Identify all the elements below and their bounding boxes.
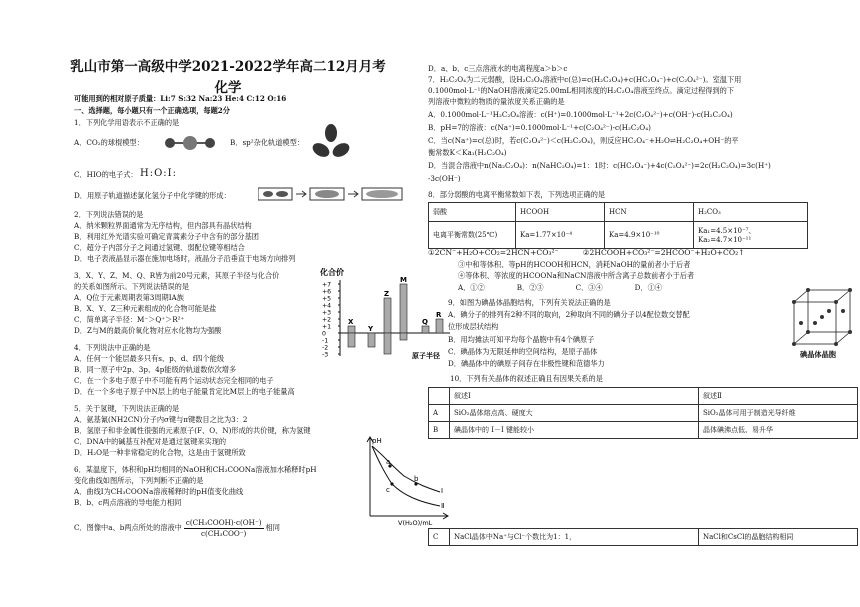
chart3-tick-label: -1 [322, 337, 329, 345]
chart3-bar-neg [368, 333, 375, 347]
table-cell: 晶体碘沸点低、易升华 [699, 422, 858, 439]
q7-stem-1: 7．H₂C₂O₄为二元弱酸，设H₂C₂O₄溶液中c(总)=c(H₂C₂O₄)+c(HC₂O₄⁻)+c(C₂O₄²⁻)。室温下用 [428, 75, 742, 84]
table-cell: NaCl和CsCl的晶胞结构相同 [699, 529, 858, 546]
q4-option-a: A．任何一个能层最多只有s、p、d、f四个能级 [74, 354, 225, 363]
q6-fraction-denominator: c(CH₃COO⁻) [201, 528, 247, 538]
q4-stem: 4．下列说法中正确的是 [74, 343, 151, 352]
q6-option-c-tail: 相同 [265, 523, 280, 533]
table-cell: 弱酸 [429, 203, 516, 222]
chart3-bar-neg [384, 333, 391, 354]
table-row [429, 405, 858, 422]
chart3-bar-pos [436, 319, 443, 333]
table-cell: 叙述Ⅰ [450, 388, 699, 405]
q9-stem: 9．如图为碘晶体晶胞结构，下列有关说法正确的是 [448, 298, 611, 307]
point-b: b [414, 475, 419, 483]
table-cell: C [429, 529, 450, 546]
table-row [429, 529, 858, 546]
curve-I-label: Ⅰ [441, 487, 444, 495]
chart3-tick-label: 0 [322, 330, 326, 338]
q1-option-b: B．sp²杂化轨道模型： [230, 138, 304, 147]
chart3-bar-pos [422, 326, 429, 333]
section-heading: 一、选择题，每小题只有一个正确选项，每题2分 [74, 106, 230, 115]
crystal-statements-table [428, 387, 858, 439]
q6-option-b: B．b、c两点溶液的导电能力相同 [74, 498, 182, 507]
q4-option-b: B．同一原子中2p、3p、4p能级的轨道数依次增多 [74, 365, 237, 374]
table-cell: HCOOH [516, 203, 605, 222]
q5-option-d: D．H₂O是一种非常稳定的化合物，这是由于氢键所致 [74, 448, 246, 457]
chart6-xlabel: V(H₂O)/mL [398, 519, 433, 527]
table-header-row [429, 388, 858, 405]
table-cell [429, 388, 450, 405]
q6-stem-1: 6．某温度下，体积和pH均相同的NaOH和CH₃COONa溶液加水稀释时pH [74, 465, 317, 474]
q8-stem: 8．部分弱酸的电离平衡常数如下表，下列选项正确的是 [428, 190, 606, 199]
chart3-bar-neg [400, 333, 407, 340]
chart3-ylabel: 化合价 [320, 268, 344, 277]
page-subtitle: 化学 [214, 80, 242, 96]
q7-stem-2: 0.1000mol·L⁻¹的NaOH溶液滴定25.00mL相同浓度的H₂C₂O₄溶液至终点。滴定过程得到的下 [428, 86, 735, 95]
q7-option-a: A．0.1000mol·L⁻¹H₂C₂O₄溶液：c(H⁺)=0.1000mol·L⁻¹+2c(C₂O₄²⁻)+c(OH⁻)-c(H₂C₂O₄) [428, 110, 733, 119]
chart3-bar-label: X [348, 318, 354, 326]
crystal-statements-table-continued [428, 528, 858, 546]
q6-option-c [74, 518, 280, 538]
q6-option-a: A．曲线Ⅰ为CH₃COONa溶液稀释时的pH值变化曲线 [74, 487, 244, 496]
chart3-tick-label: +5 [322, 295, 332, 303]
q5-option-a: A．氨基氰(NH2CN)分子内σ键与π键数目之比为3：2 [74, 415, 248, 424]
valence-radius-chart [318, 266, 453, 376]
curve-II-label: Ⅱ [441, 502, 445, 510]
table-cell: Ka=1.77×10⁻⁴ [516, 222, 605, 249]
q1-option-a: A．CO₂的球棍模型： [74, 138, 144, 147]
q9-option-b: B．用均摊法可知平均每个晶胞中有4个碘原子 [448, 335, 595, 344]
q7-option-c-1: C．当c(Na⁺)=c(总)时，若c(C₂O₄²⁻)＜c(H₂C₂O₄)，则反应HC₂O₄⁻+H₂O⇌H₂C₂O₄+OH⁻的平 [428, 136, 739, 145]
chart3-bar-pos [348, 326, 355, 333]
q3-option-a: A．Q位于元素周期表第3周期ⅠA族 [74, 293, 184, 302]
chart6-ylabel: pH [372, 437, 382, 445]
q10-stem: 10．下列有关晶体的叙述正确且有因果关系的是 [450, 374, 603, 383]
chart3-xlabel: 原子半径 [412, 352, 440, 360]
chart3-tick-label: -3 [322, 351, 329, 359]
q3-stem-1: 3．X、Y、Z、M、Q、R皆为前20号元素，其原子半径与化合价 [74, 271, 280, 280]
q5-option-c: C．DNA中的碱基互补配对是通过氢键来实现的 [74, 437, 227, 446]
chart3-bar-label: M [400, 276, 407, 284]
q5-stem: 5．关于氢键，下列说法正确的是 [74, 404, 180, 413]
q5-option-b: B．氢原子和非金属性很强的元素原子(F、O、N)形成的共价键，称为氢键 [74, 426, 311, 435]
table-cell: Ka=4.9×10⁻¹⁰ [605, 222, 694, 249]
q9-option-d: D．碘晶体中的碘原子间存在非极性键和范德华力 [448, 359, 605, 368]
chart3-tick-label: -2 [322, 344, 329, 352]
table-cell: SiO₂晶体熔点高、硬度大 [450, 405, 699, 422]
chart3-bar-pos [384, 298, 391, 333]
q3-stem-2: 的关系如图所示。下列说法错误的是 [74, 282, 190, 291]
chart3-bar-neg [348, 333, 355, 347]
table-cell: 碘晶体中的 I－I 键能较小 [450, 422, 699, 439]
table-cell: B [429, 422, 450, 439]
table-header-row [429, 203, 808, 222]
table-cell: 电离平衡常数(25℃) [429, 222, 516, 249]
chart3-bar-label: Q [422, 318, 428, 326]
q6-fraction-numerator: c(CH₃COOH)·c(OH⁻) [185, 518, 262, 527]
q1-stem: 1．下列化学用语表示不正确的是 [74, 118, 180, 127]
q8-statement-4: ④等体积、等浓度的HCOONa和NaCN溶液中所含离子总数前者小于后者 [458, 271, 695, 280]
q6-stem-2: 变化曲线如图所示，下列判断不正确的是 [74, 476, 204, 485]
page-title: 乳山市第一高级中学2021-2022学年高二12月月考 [70, 59, 386, 75]
table-cell: NaCl晶体中Na⁺与Cl⁻个数比为1：1， [450, 529, 699, 546]
q6-option-d: D．a、b、c三点溶液水的电离程度a＞b＞c [428, 64, 568, 73]
table-row [429, 422, 858, 439]
acid-constants-table [428, 202, 808, 249]
q4-option-c: C．在一个多电子原子中不可能有两个运动状态完全相同的电子 [74, 376, 274, 385]
chart3-bar-label: Y [368, 325, 374, 333]
hio-electron-formula: H:O:I: [140, 168, 177, 179]
table-cell: HCN [605, 203, 694, 222]
chart3-tick-label: +7 [322, 281, 332, 289]
atomic-masses: 可能用到的相对原子质量：Li:7 S:32 Na:23 He:4 C:12 O:16 [74, 94, 287, 103]
chart3-bar-pos [400, 284, 407, 333]
q3-option-c: C．简单离子半径：M⁻＞Q⁺＞R²⁺ [74, 315, 185, 324]
q7-option-b: B．pH=7的溶液：c(Na⁺)=0.1000mol·L⁻¹+c(C₂O₄²⁻)-c(H₂C₂O₄) [428, 123, 651, 132]
q9-option-c: C．碘晶体为无限延伸的空间结构，是原子晶体 [448, 347, 598, 356]
point-a: a [386, 458, 391, 466]
q1-option-d: D．用原子轨道描述氯化氢分子中化学键的形成： [74, 191, 231, 200]
q9-option-a-2: 位形成层状结构 [448, 322, 499, 331]
q8-statement-1: ①2CN⁻+H₂O+CO₂=2HCN+CO₃²⁻ ②2HCOOH+CO₃²⁻=2HCOO⁻+H₂O+CO₂↑ [428, 248, 745, 257]
q2-option-b: B．利用红外光谱实验可确定青蒿素分子中含有的部分基团 [74, 232, 259, 241]
chart3-tick-label: +2 [322, 316, 332, 324]
sp2-orbital-icon [312, 124, 350, 162]
unit-cell-caption: 碘晶体晶胞 [800, 350, 836, 359]
curve-I [372, 446, 440, 492]
point-c: c [386, 486, 390, 494]
q2-option-a: A．纳米颗粒界面通常为无序结构，但内部具有晶状结构 [74, 221, 252, 230]
q2-option-c: C．超分子内部分子之间通过氢键、弱配位键等相结合 [74, 243, 245, 252]
q7-option-d-1: D．当混合溶液中n(Na₂C₂O₄)：n(NaHC₂O₄)=1：1时：c(HC₂O₄⁻)+4c(C₂O₄²⁻)=2c(H₂C₂O₄)=3c(H⁺) [428, 161, 771, 170]
q3-option-b: B．X、Y、Z三种元素组成的化合物可能是盐 [74, 304, 217, 313]
q8-statement-3: ③中和等体积、等pH的HCOOH和HCN，消耗NaOH的量前者小于后者 [458, 260, 691, 269]
chart3-bar-label: R [436, 311, 442, 319]
table-row [429, 222, 808, 249]
q7-option-d-2: -3c(OH⁻) [428, 174, 461, 183]
table-cell: H₂CO₃ [694, 203, 808, 222]
q2-stem: 2．下列说法错误的是 [74, 210, 144, 219]
q8-options: A．①② B．②③ C．③④ D．①④ [458, 283, 662, 292]
q2-option-d: D．电子表液晶显示器在施加电场时，液晶分子沿垂直于电场方向排列 [74, 254, 296, 263]
chart3-tick-label: +4 [322, 302, 332, 310]
q4-option-d: D．在一个多电子原子中N层上的电子能量肯定比M层上的电子能量高 [74, 387, 295, 396]
q7-stem-3: 列溶液中微粒的物质的量浓度关系正确的是 [428, 97, 565, 106]
table-cell: A [429, 405, 450, 422]
chart3-bar-label: Z [384, 290, 390, 298]
iodine-unit-cell-icon [790, 286, 856, 348]
table-cell: Ka₁=4.5×10⁻⁷、Ka₂=4.7×10⁻¹¹ [694, 222, 808, 249]
q7-option-c-2: 衡常数K＜Ka₁(H₂C₂O₄) [428, 148, 507, 157]
q9-option-a-1: A．碘分子的排列有2种不同的取向，2种取向不同的碘分子以4配位数交替配 [448, 310, 690, 319]
q6-fraction [184, 518, 264, 538]
q1-option-c: C．HIO的电子式： [74, 170, 138, 179]
q3-option-d: D．Z与M的最高价氧化物对应水化物均为强酸 [74, 326, 222, 335]
q6-option-c-text: C．图像中a、b两点所处的溶液中 [74, 523, 182, 533]
co2-ball-stick-icon [160, 135, 220, 151]
chart3-tick-label: +1 [322, 323, 332, 331]
table-cell: 叙述Ⅱ [699, 388, 858, 405]
chart3-tick-label: +3 [322, 309, 332, 317]
table-cell: SiO₂晶体可用于制造光导纤维 [699, 405, 858, 422]
orbital-overlap-icon [258, 186, 408, 202]
chart3-tick-label: +6 [322, 288, 332, 296]
ph-dilution-chart [362, 432, 452, 527]
